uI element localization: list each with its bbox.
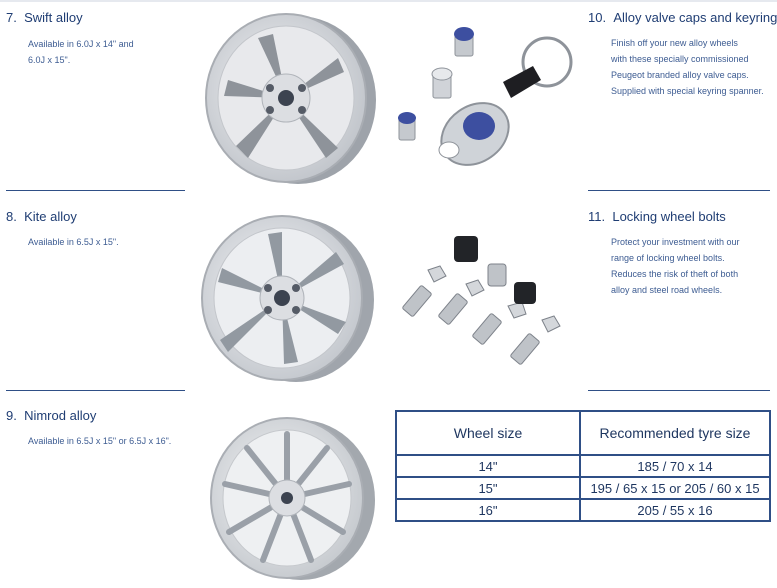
table-row [396, 477, 770, 499]
item-8-description: Available in 6.5J x 15". [28, 237, 119, 247]
top-border [0, 0, 777, 2]
tyre-size-table [395, 410, 771, 522]
item-7-description: Available in 6.0J x 14" and 6.0J x 15". [28, 39, 134, 65]
kite-alloy-wheel-image [198, 212, 383, 384]
divider-rule [6, 190, 185, 191]
table-row [396, 455, 770, 477]
wheel-size-cell: 16" [396, 499, 580, 521]
tyre-size-cell: 195 / 65 x 15 or 205 / 60 x 15 [580, 477, 770, 499]
table-header-row [396, 411, 770, 455]
item-10-description: Finish off your new alloy wheels with these specially commissioned Peugeot branded alloy valve caps. Supplied with special keyring spanner. [611, 38, 764, 96]
nimrod-alloy-wheel-image [205, 412, 380, 582]
item-11-heading: 11. Locking wheel bolts [588, 209, 726, 224]
divider-rule [588, 190, 770, 191]
item-8-heading: 8. Kite alloy [6, 209, 77, 224]
item-10-heading: 10. Alloy valve caps and keyring [588, 10, 777, 25]
locking-wheel-bolts-image [402, 226, 577, 386]
divider-rule [588, 390, 770, 391]
divider-rule [6, 390, 185, 391]
valve-caps-keyring-image [395, 22, 580, 182]
table-row [396, 499, 770, 521]
item-9-description: Available in 6.5J x 15" or 6.5J x 16". [28, 436, 172, 446]
item-9-heading: 9. Nimrod alloy [6, 408, 97, 423]
item-7-heading: 7. Swift alloy [6, 10, 83, 25]
item-11-description: Protect your investment with our range of locking wheel bolts. Reduces the risk of theft of both alloy and steel road wheels. [611, 237, 740, 295]
wheel-size-header: Wheel size [396, 411, 580, 455]
swift-alloy-wheel-image [198, 8, 383, 186]
tyre-size-cell: 205 / 55 x 16 [580, 499, 770, 521]
wheel-size-cell: 14" [396, 455, 580, 477]
tyre-size-cell: 185 / 70 x 14 [580, 455, 770, 477]
wheel-size-cell: 15" [396, 477, 580, 499]
recommended-tyre-size-header: Recommended tyre size [580, 411, 770, 455]
